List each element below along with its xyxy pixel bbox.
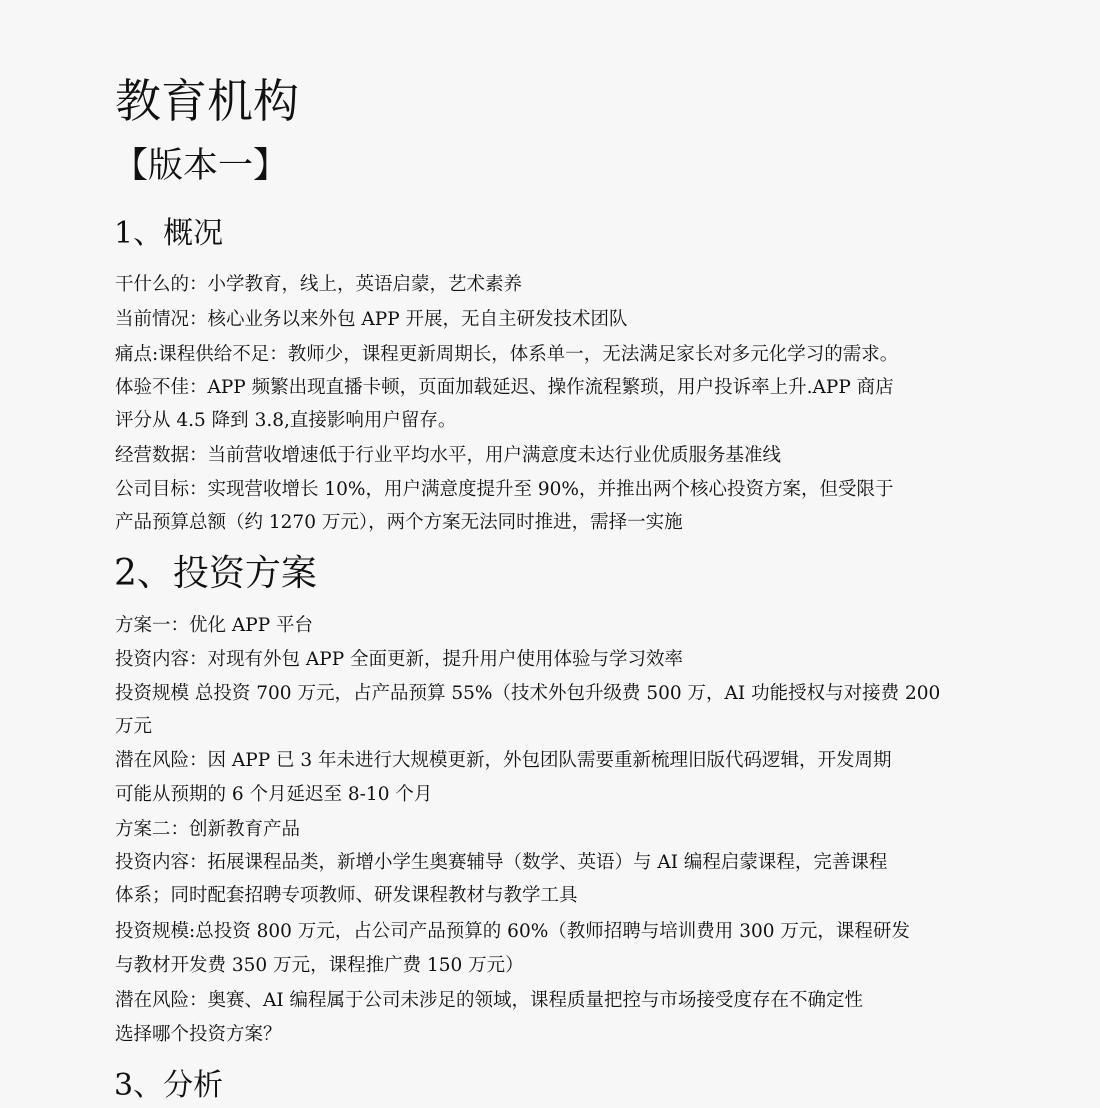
paragraph-line: 痛点:课程供给不足：教师少，课程更新周期长，体系单一，无法满足家长对多元化学习的需求。 (115, 344, 899, 365)
paragraph-line: 选择哪个投资方案？ (115, 1024, 282, 1045)
section-heading-analysis: 3、分析 (114, 1068, 224, 1103)
section-heading-investment: 2、投资方案 (114, 553, 317, 594)
document-title: 教育机构 (115, 74, 299, 128)
paragraph-line: 投资规模:总投资 800 万元，占公司产品预算的 60%（教师招聘与培训费用 300 万元，课程研发 (115, 921, 910, 942)
section-heading-overview: 1、概况 (114, 216, 224, 251)
paragraph-line: 当前情况：核心业务以来外包 APP 开展，无自主研发技术团队 (115, 309, 628, 330)
paragraph-line: 体系；同时配套招聘专项教师、研发课程教材与教学工具 (115, 885, 578, 906)
paragraph-line: 潜在风险：因 APP 已 3 年未进行大规模更新，外包团队需要重新梳理旧版代码逻辑，开发周期 (115, 750, 892, 771)
paragraph-line: 评分从 4.5 降到 3.8,直接影响用户留存。 (115, 410, 457, 431)
paragraph-line: 投资内容：对现有外包 APP 全面更新，提升用户使用体验与学习效率 (115, 649, 684, 670)
paragraph-line: 万元 (115, 716, 153, 737)
paragraph-line: 体验不佳：APP 频繁出现直播卡顿，页面加载延迟、操作流程繁琐，用户投诉率上升.APP 商店 (115, 377, 894, 398)
version-label: 【版本一】 (113, 146, 289, 186)
paragraph-line: 方案一：优化 APP 平台 (115, 615, 314, 636)
paragraph-line: 公司目标：实现营收增长 10%，用户满意度提升至 90%，并推出两个核心投资方案，但受限于 (115, 479, 894, 500)
paragraph-line: 与教材开发费 350 万元，课程推广费 150 万元） (115, 955, 524, 976)
paragraph-line: 可能从预期的 6 个月延迟至 8-10 个月 (115, 784, 433, 805)
paragraph-line: 干什么的：小学教育，线上，英语启蒙，艺术素养 (115, 274, 523, 295)
paragraph-line: 方案二：创新教育产品 (115, 819, 301, 840)
paragraph-line: 投资规模 总投资 700 万元，占产品预算 55%（技术外包升级费 500 万，AI 功能授权与对接费 200 (115, 683, 941, 704)
paragraph-line: 投资内容：拓展课程品类，新增小学生奥赛辅导（数学、英语）与 AI 编程启蒙课程，完善课程 (115, 852, 888, 873)
paragraph-line: 经营数据：当前营收增速低于行业平均水平，用户满意度未达行业优质服务基准线 (115, 445, 782, 466)
paragraph-line: 潜在风险：奥赛、AI 编程属于公司未涉足的领域，课程质量把控与市场接受度存在不确定性 (115, 990, 864, 1011)
paragraph-line: 产品预算总额（约 1270 万元），两个方案无法同时推进，需择一实施 (115, 512, 683, 533)
